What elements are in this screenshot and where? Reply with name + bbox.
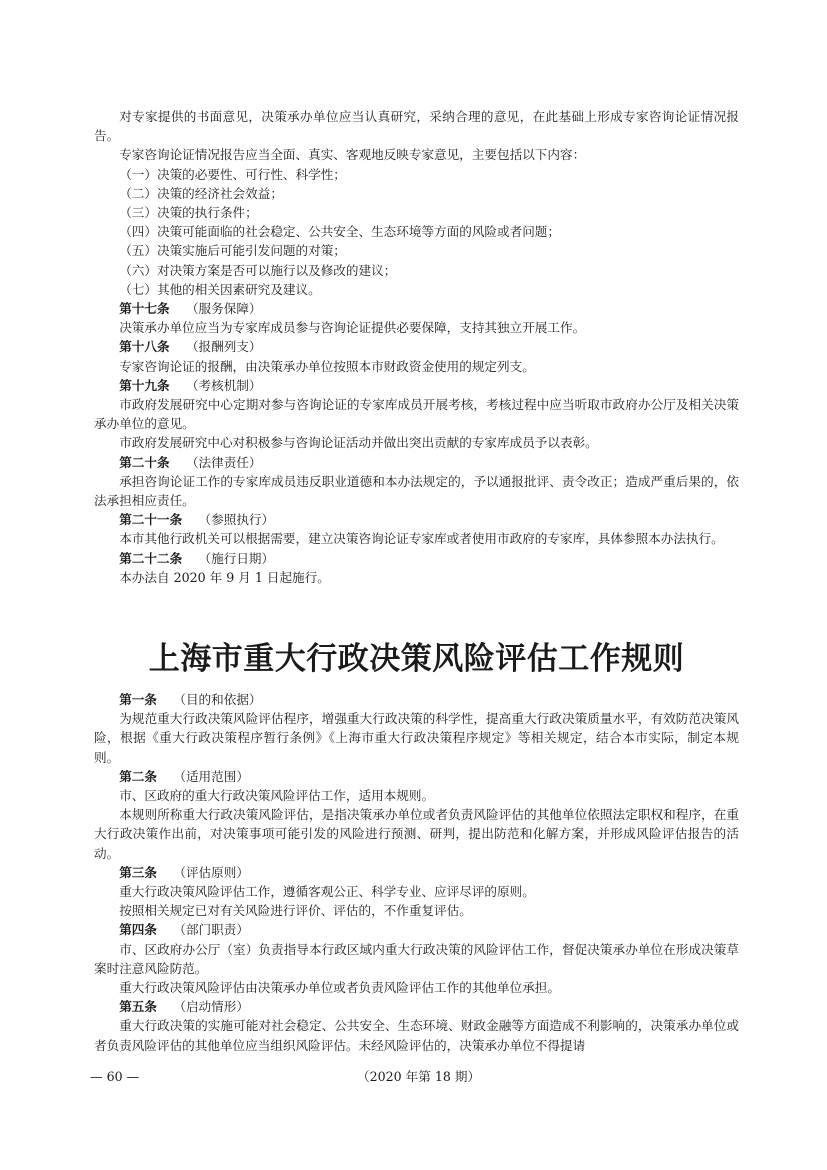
paragraph: 对专家提供的书面意见，决策承办单位应当认真研究，采纳合理的意见，在此基础上形成专家咨询论证情况报告。: [94, 109, 739, 144]
article-number: 第三条: [119, 864, 157, 880]
paragraph: （七）其他的相关因素研究及建议。: [119, 281, 321, 297]
article-heading: [94, 690, 739, 709]
paragraph: 重大行政决策风险评估由决策承办单位或者负责风险评估工作的其他单位承担。: [119, 980, 560, 996]
article-subject: （启动情形）: [173, 999, 249, 1015]
article-number: 第二十一条: [119, 512, 183, 528]
article-heading: [94, 549, 739, 568]
article-subject: （施行日期）: [198, 550, 275, 566]
paragraph: 按照相关规定已对有关风险进行评价、评估的，不作重复评估。: [119, 903, 472, 919]
paragraph: 市政府发展研究中心定期对参与咨询论证的专家库成员开展考核，考核过程中应当听取市政府办公厅及相关决策承办单位的意见。: [94, 397, 739, 432]
article-number: 第二十条: [119, 454, 170, 470]
article-subject: （评估原则）: [173, 864, 249, 880]
article-heading: [94, 453, 739, 472]
paragraph: （一）决策的必要性、可行性、科学性；: [119, 166, 346, 182]
article-number: 第二条: [119, 768, 157, 784]
paragraph: （二）决策的经济社会效益；: [119, 185, 283, 201]
article-heading: [94, 510, 739, 529]
paragraph: （五）决策实施后可能引发问题的对策；: [119, 243, 346, 259]
article-number: 第十八条: [119, 339, 170, 355]
paragraph: 本市其他行政机关可以根据需要，建立决策咨询论证专家库或者使用市政府的专家库，具体参照本办法执行。: [119, 531, 724, 547]
article-number: 第十九条: [119, 377, 170, 393]
paragraph: 市、区政府的重大行政决策风险评估工作，适用本规则。: [119, 788, 435, 804]
paragraph: （六）对决策方案是否可以施行以及修改的建议；: [119, 262, 397, 278]
article-subject: （报酬列支）: [185, 339, 262, 355]
article-heading: [94, 767, 739, 786]
paragraph: 本规则所称重大行政决策风险评估，是指决策承办单位或者负责风险评估的其他单位依照法定职权和程序，在重大行政决策作出前，对决策事项可能引发的风险进行预测、研判，提出防范和化解方案，并形成风险评估报告的活动。: [94, 807, 739, 861]
article-number: 第二十二条: [119, 550, 183, 566]
paragraph: 重大行政决策的实施可能对社会稳定、公共安全、生态环境、财政金融等方面造成不利影响的，决策承办单位或者负责风险评估的其他单位应当组织风险评估。未经风险评估的，决策承办单位不得提请: [94, 1018, 739, 1053]
paragraph: （四）决策可能面临的社会稳定、公共安全、生态环境等方面的风险或者问题；: [119, 224, 560, 240]
article-subject: （部门职责）: [173, 922, 249, 938]
article-subject: （参照执行）: [198, 512, 275, 528]
paragraph: 承担咨询论证工作的专家库成员违反职业道德和本办法规定的，予以通报批评、责令改正；造成严重后果的，依法承担相应责任。: [94, 473, 739, 509]
page-number: — 60 —: [90, 1069, 140, 1084]
article-heading: [94, 997, 739, 1016]
article-heading: [94, 863, 739, 882]
paragraph: （三）决策的执行条件；: [119, 205, 258, 221]
article-heading: [94, 337, 739, 356]
document-title: 上海市重大行政决策风险评估工作规则: [148, 641, 685, 677]
article-heading: [94, 299, 739, 318]
paragraph: 为规范重大行政决策风险评估程序，增强重大行政决策的科学性，提高重大行政决策质量水平，有效防范决策风险，根据《重大行政决策程序暂行条例》《上海市重大行政决策程序规定》等相关规定，结合本市实际，制定本规则。: [94, 711, 739, 765]
paragraph: 专家咨询论证情况报告应当全面、真实、客观地反映专家意见，主要包括以下内容：: [119, 147, 586, 163]
article-subject: （适用范围）: [173, 768, 249, 784]
article-number: 第五条: [119, 999, 157, 1015]
paragraph: 本办法自 2020 年 9 月 1 日起施行。: [119, 569, 330, 585]
article-subject: （考核机制）: [185, 377, 262, 393]
article-subject: （目的和依据）: [173, 692, 262, 707]
paragraph: 决策承办单位应当为专家库成员参与咨询论证提供必要保障，支持其独立开展工作。: [119, 320, 586, 336]
article-heading: [94, 920, 739, 939]
paragraph: 重大行政决策风险评估工作，遵循客观公正、科学专业、应评尽评的原则。: [119, 884, 535, 900]
article-number: 第四条: [119, 922, 157, 938]
article-number: 第十七条: [119, 301, 170, 317]
section-expert-consultation: [94, 107, 739, 587]
article-number: 第一条: [119, 692, 157, 707]
paragraph: 专家咨询论证的报酬，由决策承办单位按照本市财政资金使用的规定列支。: [119, 358, 535, 374]
article-subject: （服务保障）: [185, 301, 262, 317]
article-subject: （法律责任）: [185, 454, 262, 470]
issue-label: （2020 年第 18 期）: [357, 1069, 481, 1084]
paragraph: 市政府发展研究中心对积极参与咨询论证活动并做出突出贡献的专家库成员予以表彰。: [119, 435, 598, 451]
article-heading: [94, 376, 739, 395]
paragraph: 市、区政府办公厅（室）负责指导本行政区域内重大行政决策的风险评估工作，督促决策承办单位在形成决策草案时注意风险防范。: [94, 941, 739, 976]
section-risk-assessment-rules: [94, 690, 739, 1055]
